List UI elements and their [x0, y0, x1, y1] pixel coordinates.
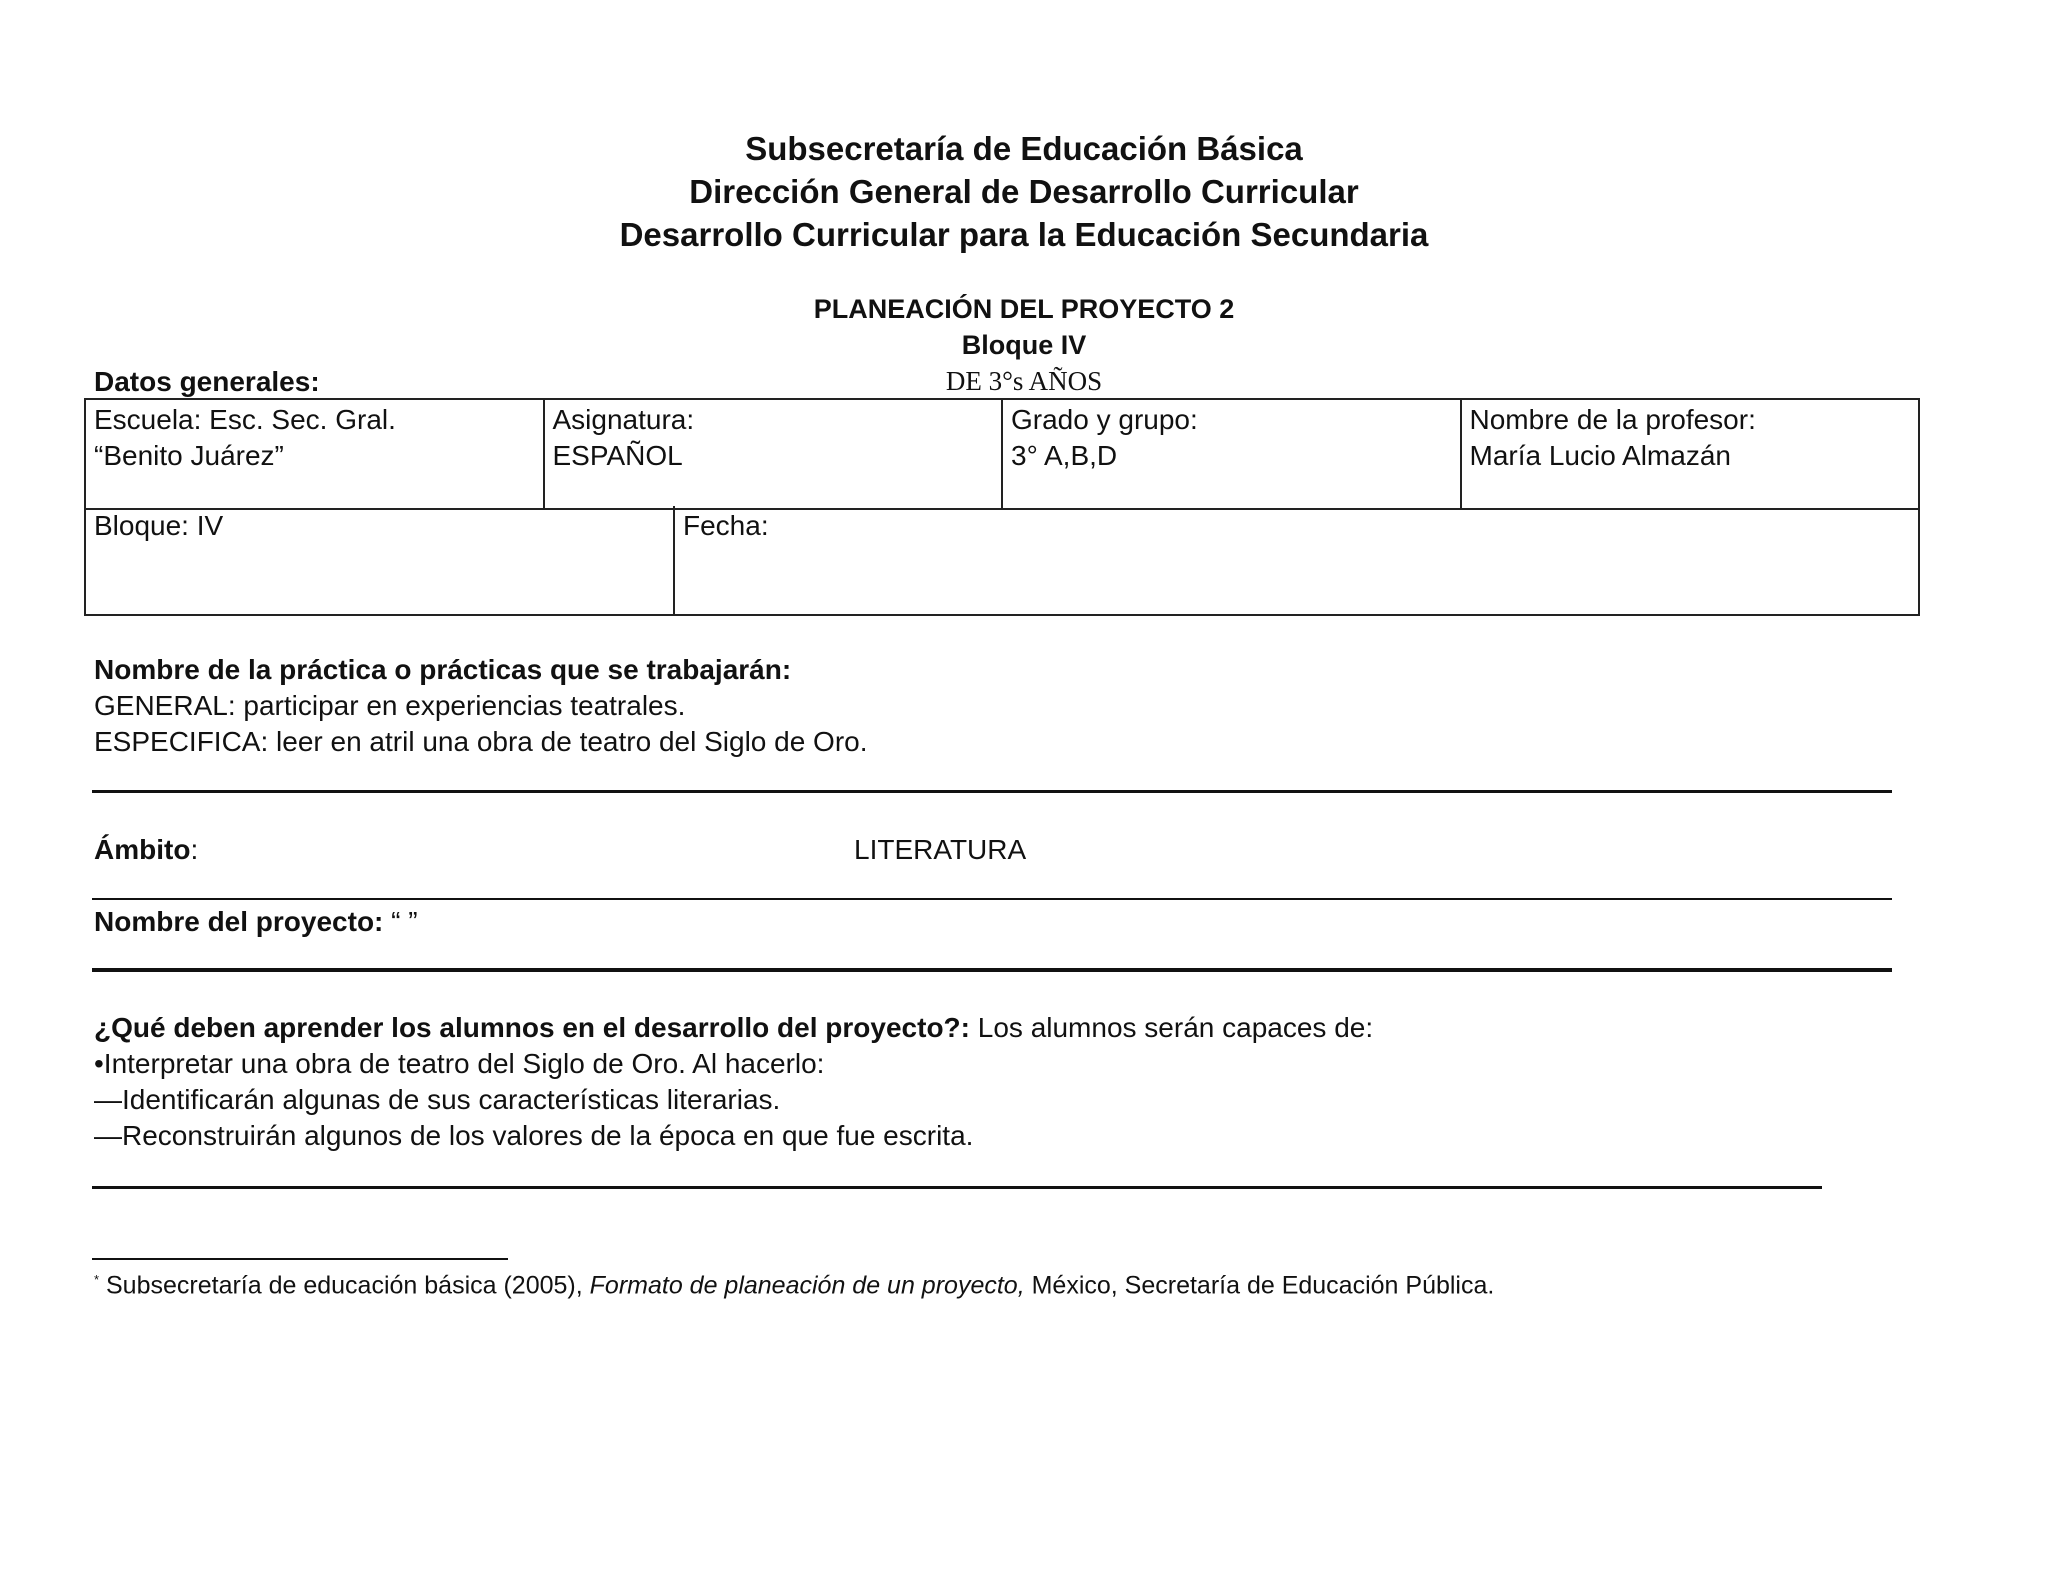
- aprender-item: —Reconstruirán algunos de los valores de la época en que fue escrita.: [94, 1120, 974, 1151]
- aprender-lead: Los alumnos serán capaces de:: [969, 1012, 1374, 1043]
- aprender-question-row: [94, 1010, 1373, 1046]
- escuela-value: “Benito Juárez”: [94, 440, 284, 471]
- asignatura-label: Asignatura:: [552, 404, 695, 435]
- practica-especifica: ESPECIFICA: leer en atril una obra de teatro del Siglo de Oro.: [94, 726, 868, 757]
- footnote-italic: Formato de planeación de un proyecto,: [589, 1271, 1025, 1300]
- divider: [92, 1186, 1822, 1189]
- footnote-post: México, Secretaría de Educación Pública.: [1024, 1271, 1495, 1300]
- footnote-pre: Subsecretaría de educación básica (2005),: [99, 1271, 590, 1300]
- datos-table-row-2: [84, 506, 1920, 616]
- header-line-1: Subsecretaría de Educación Básica: [745, 130, 1303, 167]
- ambito-label: Ámbito: [94, 834, 191, 865]
- profesor-label: Nombre de la profesor:: [1469, 404, 1756, 435]
- divider: [92, 898, 1892, 900]
- practica-general: GENERAL: participar en experiencias teatrales.: [94, 690, 686, 721]
- profesor-value: María Lucio Almazán: [1469, 440, 1731, 471]
- bloque-cell: Bloque: IV: [86, 506, 675, 614]
- fecha-cell: Fecha:: [683, 510, 769, 541]
- footnote: [94, 1264, 1494, 1301]
- grado-title: DE 3°s AÑOS: [945, 366, 1103, 396]
- divider: [92, 790, 1892, 793]
- escuela-cell: [86, 400, 545, 508]
- footnote-mark: *: [94, 1272, 100, 1287]
- grado-cell: [1003, 400, 1462, 508]
- aprender-item: •Interpretar una obra de teatro del Siglo de Oro. Al hacerlo:: [94, 1048, 825, 1079]
- escuela-label: Escuela: Esc. Sec. Gral.: [94, 404, 396, 435]
- aprender-question: ¿Qué deben aprender los alumnos en el desarrollo del proyecto?:: [94, 1012, 970, 1043]
- proyecto-row: [94, 904, 418, 940]
- grado-value: 3° A,B,D: [1011, 440, 1118, 471]
- ambito-colon: :: [190, 834, 199, 865]
- asignatura-value: ESPAÑOL: [552, 440, 683, 471]
- practica-label: Nombre de la práctica o prácticas que se trabajarán:: [94, 654, 792, 685]
- asignatura-cell: [545, 400, 1004, 508]
- header-line-3: Desarrollo Curricular para la Educación Secundaria: [619, 216, 1429, 253]
- ambito-value: LITERATURA: [854, 834, 1027, 865]
- footnote-separator: [92, 1258, 508, 1260]
- divider: [92, 968, 1892, 972]
- datos-table-row-1: [84, 398, 1920, 510]
- grado-label: Grado y grupo:: [1011, 404, 1198, 435]
- datos-generales-label: Datos generales:: [94, 366, 320, 397]
- aprender-item: —Identificarán algunas de sus características literarias.: [94, 1084, 781, 1115]
- bloque-title: Bloque IV: [961, 330, 1087, 360]
- ambito-row: [94, 832, 198, 868]
- profesor-cell: [1462, 400, 1919, 508]
- proyecto-value: “ ”: [383, 906, 418, 937]
- proyecto-label: Nombre del proyecto:: [94, 906, 384, 937]
- header-line-2: Dirección General de Desarrollo Curricular: [689, 173, 1359, 210]
- project-title: PLANEACIÓN DEL PROYECTO 2: [813, 294, 1235, 324]
